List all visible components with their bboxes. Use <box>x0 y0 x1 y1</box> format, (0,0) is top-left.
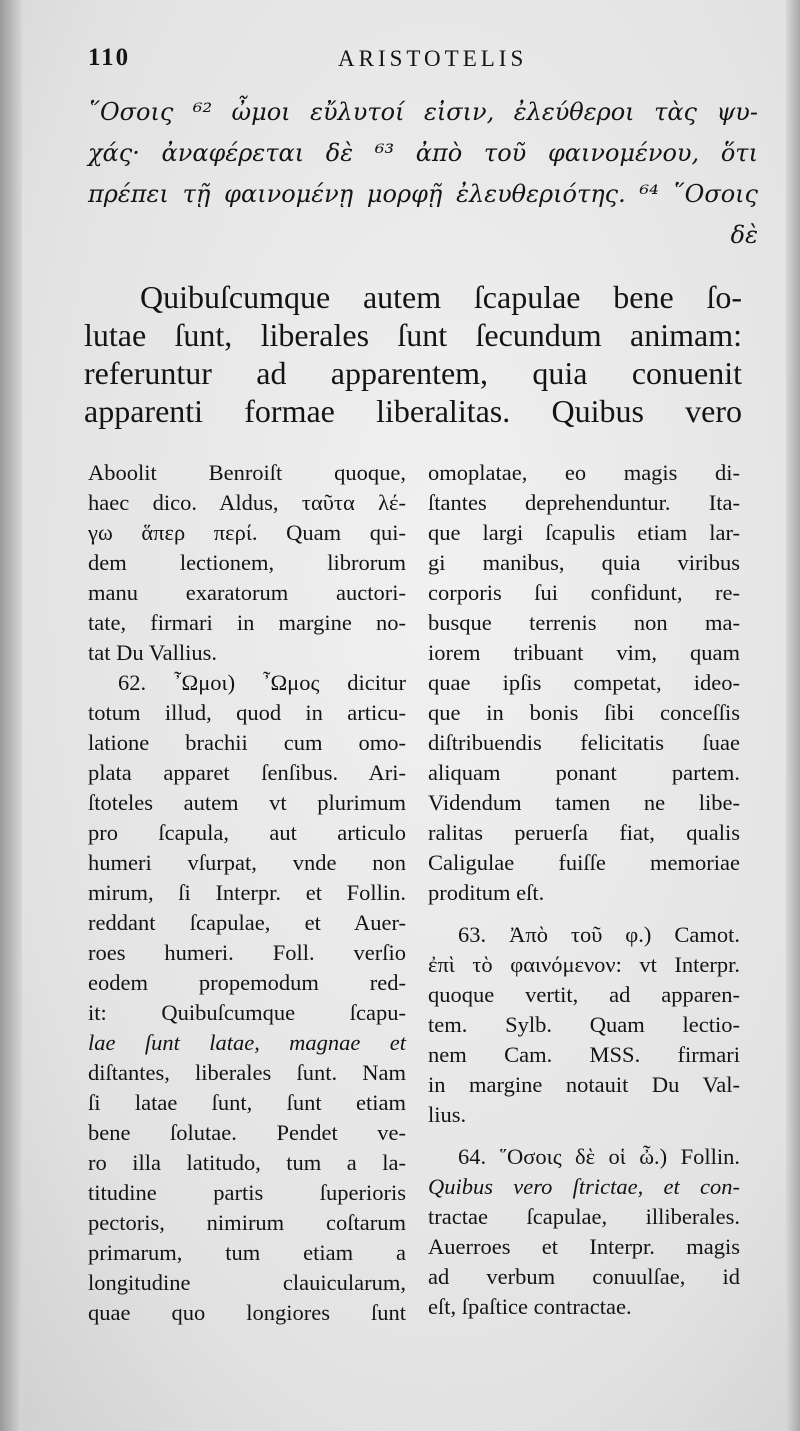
greek-line: ῞Οσοις ⁶² ὦμοι εὔλυτοί εἰσιν, ἐλεύθεροι τὰς ψυ- <box>88 98 758 126</box>
note-line: eodem propemodum red- <box>88 970 406 995</box>
note-line: dem lectionem, librorum <box>88 550 406 575</box>
note-line: tate, firmari in margine no- <box>88 610 406 635</box>
note-line: ſi latae ſunt, ſunt etiam <box>88 1090 406 1115</box>
greek-line: χάς· ἀναφέρεται δὲ ⁶³ ἀπὸ τοῦ φαινομένου, ὅτι <box>88 139 758 167</box>
note-line: primarum, tum etiam a <box>88 1240 406 1265</box>
note-line: eſt, ſpaſtice contractae. <box>428 1294 632 1319</box>
greek-catchword: δὲ <box>730 221 758 249</box>
latin-line: referuntur ad apparentem, quia conuenit <box>84 355 742 391</box>
note-line: ro illa latitudo, tum a la- <box>88 1150 406 1175</box>
latin-translation-block <box>84 278 742 430</box>
note-line: lius. <box>428 1102 467 1127</box>
note-line: latione brachii cum omo- <box>88 730 406 755</box>
note-63-start: 63. Ἀπὸ τοῦ φ.) Camot. <box>458 922 740 947</box>
note-line: diſtribuendis felicitatis ſuae <box>428 730 740 755</box>
notes-column-right <box>428 458 740 1322</box>
note-line: aliquam ponant partem. <box>428 760 740 785</box>
note-line: lae ſunt latae, magnae et <box>88 1030 406 1055</box>
note-line: in margine notauit Du Val- <box>428 1072 740 1097</box>
note-line: que largi ſcapulis etiam lar- <box>428 520 740 545</box>
note-line: titudine partis ſuperioris <box>88 1180 406 1205</box>
note-line: corporis ſui confidunt, re- <box>428 580 740 605</box>
note-line: quae quo longiores ſunt <box>88 1300 406 1325</box>
note-line: diſtantes, liberales ſunt. Nam <box>88 1060 406 1085</box>
note-line: Auerroes et Interpr. magis <box>428 1234 740 1259</box>
binding-gutter <box>0 0 22 1431</box>
note-line: it: Quibuſcumque ſcapu- <box>88 1000 406 1025</box>
note-line: ἐπὶ τὸ φαινόμενον: vt Interpr. <box>428 952 740 977</box>
note-line: roes humeri. Foll. verſio <box>88 940 406 965</box>
note-line: quae ipſis competat, ideo- <box>428 670 740 695</box>
note-line: Aboolit Benroiſt quoque, <box>88 460 406 485</box>
page-number: 110 <box>88 44 131 71</box>
note-line: manu exaratorum auctori- <box>88 580 406 605</box>
note-line: haec dico. Aldus, ταῦτα λέ- <box>88 490 406 515</box>
running-title: ARISTOTELIS <box>338 46 528 71</box>
running-head <box>88 44 748 78</box>
note-line: que in bonis ſibi conceſſis <box>428 700 740 725</box>
note-line: longitudine clauicularum, <box>88 1270 406 1295</box>
greek-line: πρέπει τῇ φαινομένῃ μορφῇ ἐλευθεριότης. ⁶⁴ ῞Οσοις <box>88 180 758 208</box>
note-line: γω ἅπερ περί. Quam qui- <box>88 520 406 545</box>
note-line: bene ſolutae. Pendet ve- <box>88 1120 406 1145</box>
note-line: reddant ſcapulae, et Auer- <box>88 910 406 935</box>
note-line: Caligulae fuiſſe memoriae <box>428 850 740 875</box>
note-62-start: 62. ῏Ωμοι) ῏Ωμος dicitur <box>118 670 406 695</box>
note-line: omoplatae, eo magis di- <box>428 460 740 485</box>
note-line: iorem tribuant vim, quam <box>428 640 740 665</box>
latin-line: Quibuſcumque autem ſcapulae bene ſo- <box>140 279 742 315</box>
note-line: busque terrenis non ma- <box>428 610 740 635</box>
note-64-start: 64. ῞Οσοις δὲ οἱ ὦ.) Follin. <box>458 1144 740 1169</box>
note-line: Quibus vero ſtrictae, et con- <box>428 1174 740 1199</box>
page-edge <box>786 0 800 1431</box>
note-line: pectoris, nimirum coſtarum <box>88 1210 406 1235</box>
notes-column-left <box>88 458 406 1328</box>
note-line: ſtoteles autem vt plurimum <box>88 790 406 815</box>
note-line: nem Cam. MSS. firmari <box>428 1042 740 1067</box>
note-line: humeri vſurpat, vnde non <box>88 850 406 875</box>
note-line: pro ſcapula, aut articulo <box>88 820 406 845</box>
note-line: proditum eſt. <box>428 880 545 905</box>
latin-line: apparenti formae liberalitas. Quibus vero <box>84 393 742 429</box>
note-line: tractae ſcapulae, illiberales. <box>428 1204 740 1229</box>
note-line: Videndum tamen ne libe- <box>428 790 740 815</box>
note-line: quoque vertit, ad apparen- <box>428 982 740 1007</box>
latin-line: lutae ſunt, liberales ſunt ſecundum animam: <box>84 317 742 353</box>
greek-text-block <box>88 92 758 256</box>
note-line: ralitas peruerſa fiat, qualis <box>428 820 740 845</box>
note-line: plata apparet ſenſibus. Ari- <box>88 760 406 785</box>
note-line: gi manibus, quia viribus <box>428 550 740 575</box>
note-line: tat Du Vallius. <box>88 640 217 665</box>
note-line: totum illud, quod in articu- <box>88 700 406 725</box>
note-line: ad verbum conuulſae, id <box>428 1264 740 1289</box>
note-line: tem. Sylb. Quam lectio- <box>428 1012 740 1037</box>
note-line: ſtantes deprehenduntur. Ita- <box>428 490 740 515</box>
note-line: mirum, ſi Interpr. et Follin. <box>88 880 406 905</box>
